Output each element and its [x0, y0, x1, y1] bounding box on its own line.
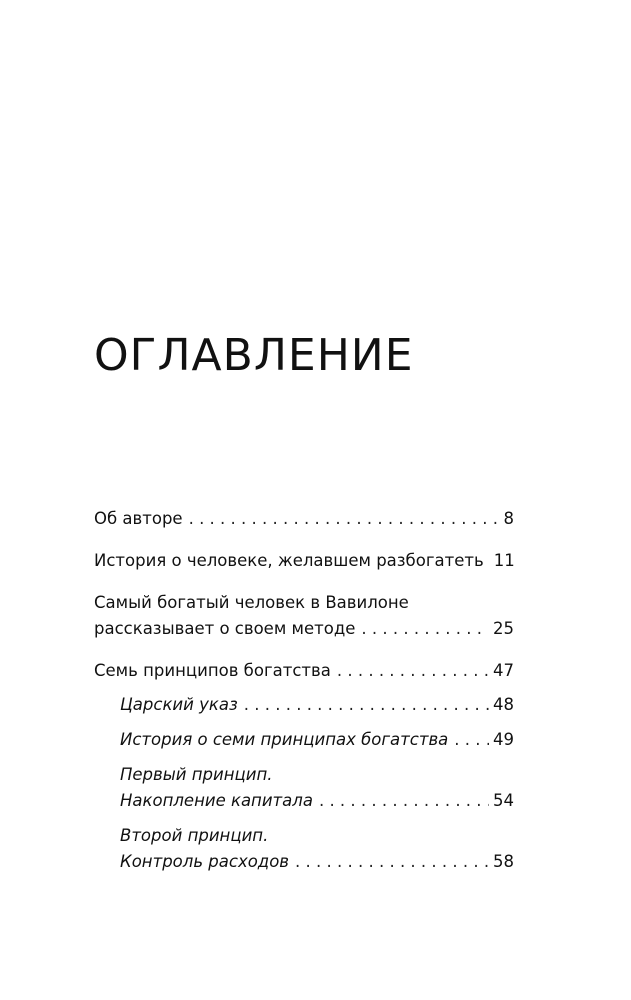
page-title: ОГЛАВЛЕНИЕ [94, 330, 414, 381]
dot-leader [244, 692, 489, 718]
toc-entry-label: Накопление капитала [120, 791, 313, 810]
toc-entry-about-author[interactable] [94, 506, 514, 532]
dot-leader [361, 616, 489, 642]
toc-subentry-second-principle[interactable] [120, 823, 514, 875]
toc-entry-seven-principles[interactable] [94, 658, 514, 684]
toc-page-number: 48 [493, 695, 514, 714]
toc-entry-label: Об авторе [94, 509, 183, 528]
toc-subentry-royal-decree[interactable] [120, 692, 514, 718]
toc-subentry-story-seven-principles[interactable] [120, 727, 514, 753]
dot-leader [189, 506, 500, 532]
toc-entry-label: Семь принципов богатства [94, 661, 331, 680]
toc-page-number: 54 [493, 791, 514, 810]
toc-page-number: 8 [503, 509, 514, 528]
dot-leader [319, 788, 489, 814]
toc-entry-label: История о человеке, желавшем разбогатеть [94, 551, 484, 570]
toc-page-number: 47 [493, 661, 514, 680]
dot-leader [295, 849, 489, 875]
toc-page-number: 25 [493, 619, 514, 638]
toc-page-number: 11 [493, 551, 515, 570]
toc-subentry-first-principle[interactable] [120, 762, 514, 814]
toc-page-number: 58 [493, 852, 514, 871]
toc-entry-label: История о семи принципах богатства [120, 730, 449, 749]
toc-entry-richest-man[interactable] [94, 590, 514, 642]
toc-page-number: 49 [493, 730, 514, 749]
toc-entry-label-line1: Первый принцип. [120, 765, 273, 784]
dot-leader [454, 727, 489, 753]
toc-entry-label-line1: Самый богатый человек в Вавилоне [94, 593, 409, 612]
toc-entry-story-man[interactable] [94, 548, 514, 574]
table-of-contents [94, 506, 514, 884]
toc-entry-label-line1: Второй принцип. [120, 826, 269, 845]
dot-leader [337, 658, 489, 684]
toc-entry-label: Царский указ [120, 695, 238, 714]
toc-entry-label: Контроль расходов [120, 852, 290, 871]
toc-entry-label: рассказывает о своем методе [94, 619, 356, 638]
